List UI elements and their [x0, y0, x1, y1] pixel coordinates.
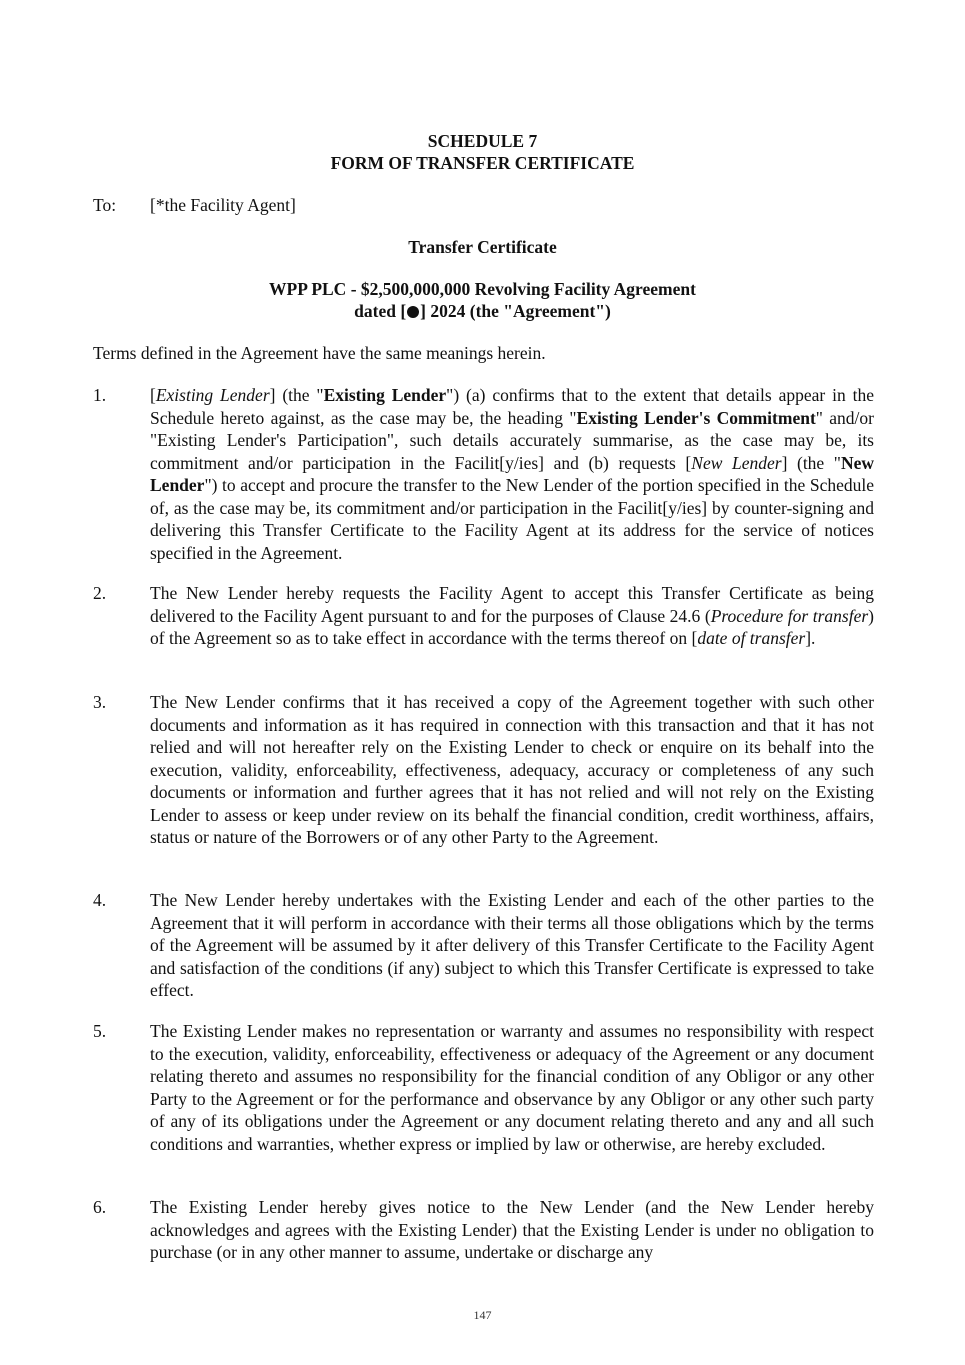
italic-placeholder: date of transfer: [697, 628, 806, 648]
agreement-title-line2: [0, 300, 965, 323]
clause-number: 4.: [93, 890, 107, 910]
clause-text: The New Lender confirms that it has received a copy of the Agreement together with such other documents and information as it has required in connection with this transaction and that it has not relied and will not hereafter rely on the Existing Lender to check or enquire on its behalf into the execution, validity, enforceability, effectiveness, adequacy, accuracy or completeness of any such documents or information and further agrees that it has not relied and will not rely on the Existing Lender to assess or keep under review on its behalf the financial condition, credit worthiness, affairs, status or nature of the Borrowers or of any other Party to the Agreement.: [150, 692, 874, 847]
italic-placeholder: Procedure for transfer: [710, 605, 869, 626]
clause-number: 5.: [93, 1021, 107, 1041]
schedule-subtitle: FORM OF TRANSFER CERTIFICATE: [330, 153, 635, 173]
clause-text: [: [150, 385, 156, 405]
clause-text: " and/or "Existing Lender's Participation", such details accurately summarise, as the case may be, its commitment and/or participation in the Facilit[y/ies] and (b) requests [: [150, 407, 874, 473]
clause-text: ] (the ": [781, 452, 841, 473]
agreement-date-prefix: dated [: [354, 301, 407, 321]
clause-text: The Existing Lender hereby gives notice to the New Lender (and the New Lender hereby acknowledges and agrees with the Existing Lender) that the Existing Lender is under no obligation to purchase (or in any other manner to assume, undertake or discharge any: [150, 1197, 874, 1262]
clause-4: [93, 889, 874, 1002]
clause-3: [93, 691, 874, 849]
clause-body: [150, 1196, 874, 1264]
clause-text: The New Lender hereby undertakes with the Existing Lender and each of the other parties to the Agreement that it will perform in accordance with their terms all those obligations which by the terms of the Agreement will be assumed by it after delivery of this Transfer Certificate to the Facility Agent and satisfaction of the conditions (if any) subject to which this Transfer Certificate is expressed to take effect.: [150, 890, 874, 1000]
italic-placeholder: Existing Lender: [155, 385, 270, 405]
schedule-title: SCHEDULE 7: [427, 131, 538, 151]
agreement-title-line1: WPP PLC - $2,500,000,000 Revolving Facility Agreement: [269, 279, 696, 299]
certificate-heading: Transfer Certificate: [408, 237, 557, 257]
clause-body: [150, 384, 874, 564]
clause-text: ") to accept and procure the transfer to the New Lender of the portion specified in the Schedule of, as the case may be, its commitment and/or participation in the Facilit[y/ies] by counter-signing and delivering this Transfer Certificate to the Facility Agent at its address for the service of notices specified in the Agreement.: [150, 475, 874, 563]
page-number: 147: [473, 1308, 492, 1322]
clause-text: The Existing Lender makes no representation or warranty and assumes no responsibility with respect to the execution, validity, enforceability, effectiveness or adequacy of the Agreement or any document relating thereto and assumes no responsibility for the financial condition of any Obligor or any other Party to the Agreement or for the performance and observance by any Obligor or any other such party of any of its obligations under the Agreement or any document relating thereto and any and all such conditions and warranties, whether express or implied by law or otherwise, are hereby excluded.: [150, 1021, 874, 1154]
italic-placeholder: New Lender: [691, 452, 782, 473]
addressee-value: [*the Facility Agent]: [150, 195, 296, 215]
clause-number: 3.: [93, 692, 107, 712]
clause-text: ") (a) confirms that to the extent that details appear in the Schedule hereto against, as the case may be, the heading ": [150, 385, 874, 428]
addressee-label: To:: [93, 195, 117, 215]
clause-5: [93, 1020, 874, 1155]
clause-6: [93, 1196, 874, 1264]
clause-body: [150, 1020, 874, 1155]
bold-defined-term: Existing Lender: [323, 385, 447, 405]
clause-number: 1.: [93, 385, 107, 405]
clause-2: [93, 582, 874, 650]
bold-defined-term: New Lender: [150, 452, 874, 495]
bold-defined-term: Existing Lender's Commitment: [576, 407, 816, 428]
clause-body: [150, 691, 874, 849]
clause-body: [150, 889, 874, 1002]
clause-text: ] (the ": [269, 385, 324, 405]
clause-text: The New Lender hereby requests the Facility Agent to accept this Transfer Certificate as being delivered to the Facility Agent pursuant to and for the purposes of Clause 24.6 (: [150, 583, 874, 626]
clause-text: ].: [805, 628, 816, 648]
clause-1: [93, 384, 874, 564]
clause-text: ) of the Agreement so as to take effect in accordance with the terms thereof on [: [150, 605, 874, 648]
agreement-date-suffix: ] 2024 (the "Agreement"): [420, 301, 611, 321]
clause-body: [150, 582, 874, 650]
date-placeholder-bullet-icon: [407, 306, 419, 318]
clause-number: 6.: [93, 1197, 107, 1217]
intro-text: Terms defined in the Agreement have the same meanings herein.: [93, 343, 546, 363]
clause-number: 2.: [93, 583, 107, 603]
